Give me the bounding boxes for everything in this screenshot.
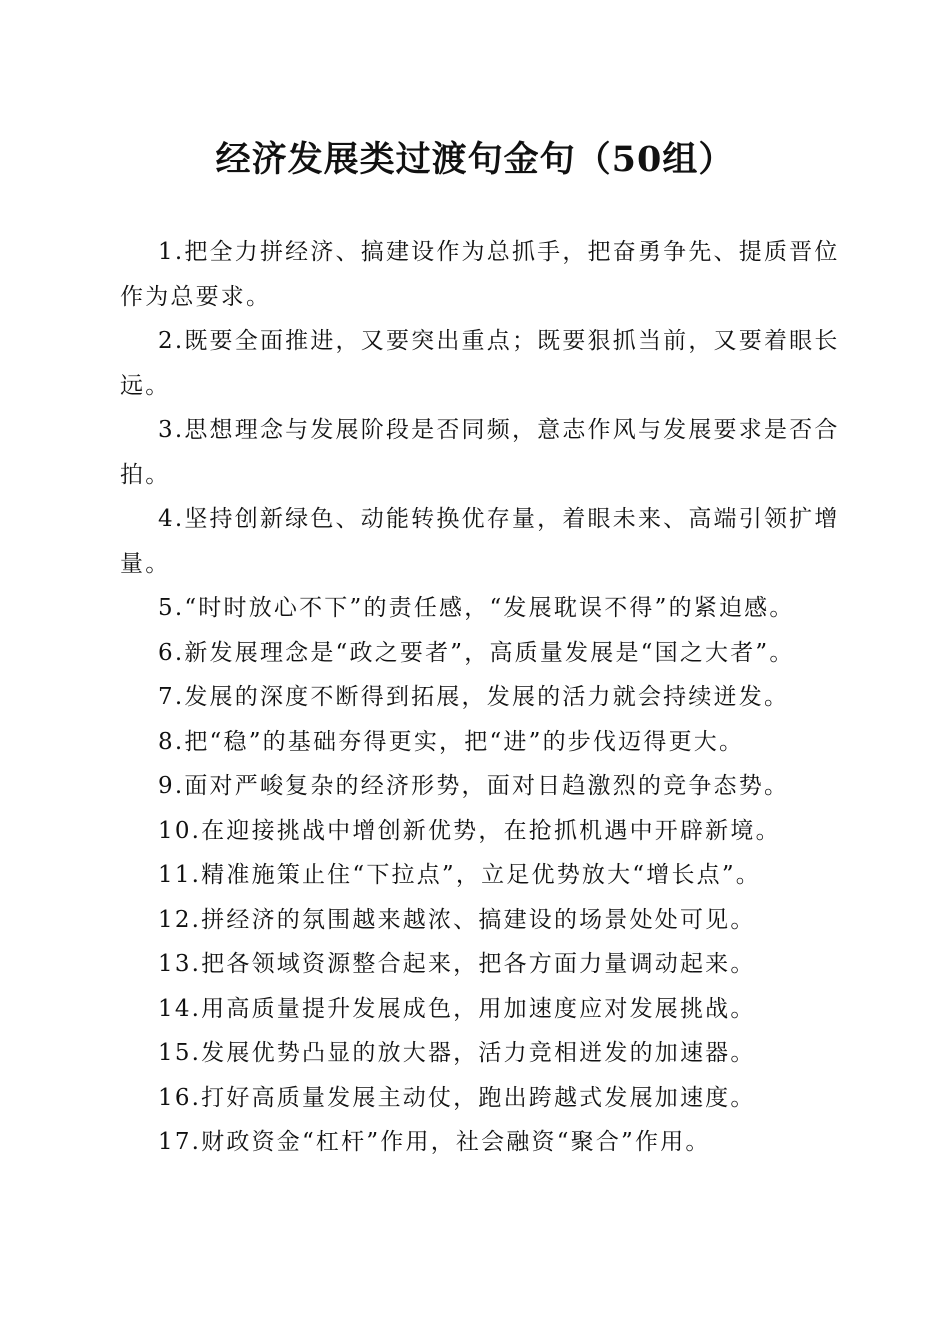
document-title: 经济发展类过渡句金句（50组） — [215, 139, 735, 180]
list-item: 13.把各领域资源整合起来，把各方面力量调动起来。 — [158, 951, 756, 977]
list-item: 15.发展优势凸显的放大器，活力竞相迸发的加速器。 — [158, 1040, 756, 1066]
list-item: 1.把全力拼经济、搞建设作为总抓手，把奋勇争先、提质晋位作为总要求。 — [120, 239, 840, 310]
list-item: 3.思想理念与发展阶段是否同频，意志作风与发展要求是否合拍。 — [120, 417, 840, 488]
list-item: 5.“时时放心不下”的责任感，“发展耽误不得”的紧迫感。 — [158, 595, 795, 621]
list-item: 10.在迎接挑战中增创新优势，在抢抓机遇中开辟新境。 — [158, 817, 781, 844]
list-item: 11.精准施策止住“下拉点”，立足优势放大“增长点”。 — [158, 862, 762, 888]
list-item: 6.新发展理念是“政之要者”，高质量发展是“国之大者”。 — [158, 639, 795, 666]
list-item: 4.坚持创新绿色、动能转换优存量，着眼未来、高端引领扩增量。 — [120, 506, 840, 577]
list-item: 2.既要全面推进，又要突出重点；既要狠抓当前，又要着眼长远。 — [120, 328, 840, 399]
sentence-list — [120, 230, 840, 1165]
list-item: 8.把“稳”的基础夯得更实，把“进”的步伐迈得更大。 — [158, 728, 745, 755]
list-item: 17.财政资金“杠杆”作用，社会融资“聚合”作用。 — [158, 1129, 711, 1155]
list-item: 14.用高质量提升发展成色，用加速度应对发展挑战。 — [158, 995, 756, 1022]
list-item: 16.打好高质量发展主动仗，跑出跨越式发展加速度。 — [158, 1084, 756, 1111]
list-item: 9.面对严峻复杂的经济形势，面对日趋激烈的竞争态势。 — [158, 773, 790, 799]
list-item: 7.发展的深度不断得到拓展，发展的活力就会持续迸发。 — [158, 684, 790, 710]
list-item: 12.拼经济的氛围越来越浓、搞建设的场景处处可见。 — [158, 906, 756, 933]
